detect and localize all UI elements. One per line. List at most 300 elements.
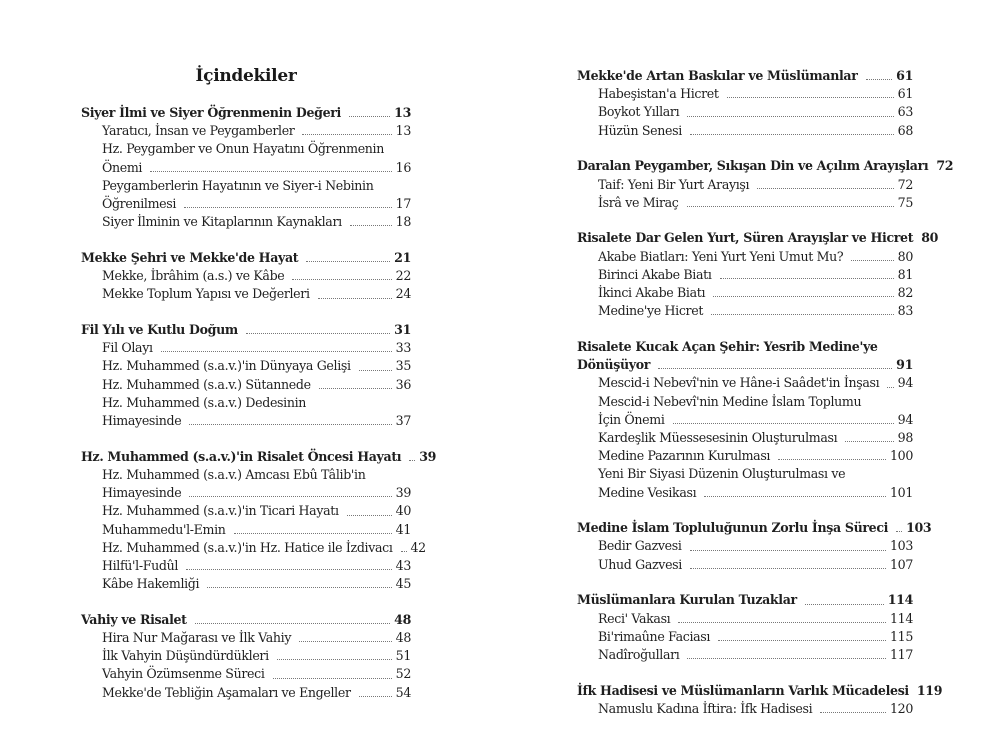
entry-line: [598, 302, 913, 320]
dot-leader: [319, 388, 392, 389]
entry-line: [577, 356, 913, 374]
subentry-title: Akabe Biatları: Yeni Yurt Yeni Umut Mu?: [598, 248, 844, 264]
toc-subentry[interactable]: [577, 646, 913, 664]
entry-text-block: [102, 539, 426, 557]
entry-text-block: [577, 157, 953, 175]
entry-text-block: [577, 229, 938, 247]
toc-subentry[interactable]: [577, 465, 913, 501]
page-number: 61: [896, 68, 913, 83]
dot-leader: [805, 604, 884, 605]
page-number: 81: [897, 266, 913, 282]
page-number: 16: [395, 159, 411, 175]
page-number: 39: [395, 485, 411, 501]
subentry-title: Uhud Gazvesi: [598, 556, 682, 572]
page-number: 80: [897, 248, 913, 264]
entry-text-block: [102, 521, 411, 539]
subentry-title: Mekke Toplum Yapısı ve Değerleri: [102, 286, 310, 302]
toc-chapter-entry[interactable]: [577, 157, 954, 175]
toc-subentry[interactable]: [577, 610, 913, 628]
dot-leader: [207, 587, 391, 588]
dot-leader: [150, 171, 392, 172]
entry-line: [577, 67, 913, 85]
entry-line: [598, 248, 913, 266]
page-number: 83: [897, 303, 913, 319]
entry-text-block: [577, 338, 913, 374]
subentry-title: Yeni Bir Siyasi Düzenin Oluşturulması ve: [598, 466, 846, 482]
page-number: 68: [897, 122, 913, 138]
entry-text-block: [102, 575, 411, 593]
chapter-title: Müslümanlara Kurulan Tuzaklar: [577, 592, 797, 608]
entry-line: [102, 339, 411, 357]
subentry-title: Nadîroğulları: [598, 646, 680, 662]
toc-section-list: [81, 104, 437, 719]
dot-leader: [896, 531, 902, 532]
entry-text-block: [598, 302, 913, 320]
entry-text-block: [598, 429, 913, 447]
toc-subentry[interactable]: [81, 647, 411, 665]
entry-line: [598, 465, 913, 483]
subentry-title: Habeşistan'a Hicret: [598, 86, 719, 102]
page-number: 72: [897, 176, 913, 192]
page-number: 41: [395, 521, 411, 537]
entry-line: [598, 411, 913, 429]
toc-subentry[interactable]: [81, 140, 411, 176]
dot-leader: [713, 296, 894, 297]
page-number: 91: [896, 357, 913, 373]
entry-line: [102, 213, 411, 231]
toc-subentry[interactable]: [577, 194, 913, 212]
dot-leader: [720, 278, 894, 279]
entry-text-block: [598, 537, 913, 555]
subentry-title: Reci' Vakası: [598, 610, 671, 626]
page-number: 98: [897, 429, 913, 445]
subentry-title: Hüzün Senesi: [598, 122, 682, 138]
page-number: 54: [395, 684, 411, 700]
toc-subentry[interactable]: [577, 103, 913, 121]
toc-subentry[interactable]: [577, 266, 913, 284]
subentry-title: Fil Olayı: [102, 340, 153, 356]
entry-line: [102, 394, 411, 412]
toc-subentry[interactable]: [577, 447, 913, 465]
toc-chapter-entry[interactable]: [577, 591, 913, 609]
page-number: 107: [890, 556, 913, 572]
entry-text-block: [598, 85, 913, 103]
dot-leader: [820, 712, 886, 713]
chapter-title: Vahiy ve Risalet: [81, 611, 187, 627]
subentry-title: Öğrenilmesi: [102, 196, 177, 212]
subentry-title: Peygamberlerin Hayatının ve Siyer-i Nebinin: [102, 177, 374, 193]
subentry-title: Hz. Muhammed (s.a.v.)'in Dünyaya Gelişi: [102, 358, 351, 374]
subentry-title: Mekke, İbrâhim (a.s.) ve Kâbe: [102, 268, 285, 284]
page-number: 13: [394, 105, 411, 120]
entry-line: [102, 557, 411, 575]
dot-leader: [350, 225, 392, 226]
page-number: 43: [395, 557, 411, 573]
toc-chapter-entry[interactable]: [577, 519, 932, 537]
toc-section: [577, 519, 932, 574]
toc-subentry[interactable]: [577, 628, 913, 646]
dot-leader: [778, 459, 886, 460]
chapter-title: Mekke Şehri ve Mekke'de Hayat: [81, 249, 299, 265]
entry-line: [81, 611, 411, 629]
entry-line: [598, 700, 913, 718]
chapter-title: Dönüşüyor: [577, 357, 651, 373]
entry-line: [598, 176, 913, 194]
dot-leader: [195, 623, 391, 624]
toc-subentry[interactable]: [81, 521, 411, 539]
page-number: 31: [394, 322, 411, 338]
entry-text-block: [102, 177, 411, 213]
entry-text-block: [577, 67, 913, 85]
toc-subentry[interactable]: [577, 556, 913, 574]
toc-section: [81, 249, 411, 304]
entry-line: [102, 412, 411, 430]
toc-section: [81, 104, 411, 231]
subentry-title: Mescid-i Nebevî'nin ve Hâne-i Saâdet'in İnşası: [598, 375, 880, 391]
toc-subentry[interactable]: [81, 285, 411, 303]
toc-subentry[interactable]: [577, 284, 913, 302]
page-number: 45: [395, 576, 411, 592]
entry-text-block: [81, 249, 411, 267]
toc-chapter-entry[interactable]: [577, 229, 939, 247]
entry-line: [102, 539, 426, 557]
dot-leader: [234, 533, 392, 534]
page-number: 101: [890, 484, 913, 500]
toc-section: [81, 448, 437, 594]
entry-line: [102, 647, 411, 665]
entry-text-block: [81, 448, 436, 466]
entry-text-block: [577, 591, 913, 609]
entry-text-block: [102, 647, 411, 665]
toc-subentry[interactable]: [81, 502, 411, 520]
entry-text-block: [598, 465, 913, 501]
dot-leader: [184, 207, 392, 208]
entry-line: [598, 103, 913, 121]
entry-line: [81, 249, 411, 267]
toc-subentry[interactable]: [81, 684, 411, 702]
entry-text-block: [102, 557, 411, 575]
chapter-title: Siyer İlmi ve Siyer Öğrenmenin Değeri: [81, 105, 341, 120]
toc-chapter-entry[interactable]: [81, 249, 411, 267]
entry-line: [102, 195, 411, 213]
entry-line: [102, 684, 411, 702]
entry-line: [102, 629, 411, 647]
dot-leader: [687, 116, 893, 117]
toc-section: [577, 67, 913, 140]
page-number: 94: [897, 375, 913, 391]
toc-chapter-entry[interactable]: [81, 611, 411, 629]
page-number: 100: [890, 448, 913, 464]
entry-line: [81, 104, 411, 122]
dot-leader: [306, 261, 390, 262]
dot-leader: [409, 460, 415, 461]
entry-line: [81, 321, 411, 339]
entry-line: [577, 157, 953, 175]
entry-text-block: [577, 682, 942, 700]
toc-chapter-entry[interactable]: [577, 682, 943, 700]
chapter-title: Fil Yılı ve Kutlu Doğum: [81, 322, 238, 338]
entry-line: [102, 159, 411, 177]
dot-leader: [299, 641, 392, 642]
page-number: 48: [395, 630, 411, 646]
entry-line: [102, 122, 411, 140]
page-number: 82: [897, 285, 913, 301]
entry-text-block: [102, 629, 411, 647]
subentry-title: İçin Önemi: [598, 411, 665, 427]
toc-subentry[interactable]: [577, 85, 913, 103]
toc-subentry[interactable]: [81, 339, 411, 357]
subentry-title: Hira Nur Mağarası ve İlk Vahiy: [102, 630, 292, 646]
entry-text-block: [598, 700, 913, 718]
page-number: 33: [395, 340, 411, 356]
entry-line: [102, 177, 411, 195]
dot-leader: [401, 551, 407, 552]
toc-subentry[interactable]: [81, 177, 411, 213]
toc-section: [81, 611, 411, 702]
entry-line: [102, 575, 411, 593]
entry-line: [577, 338, 913, 356]
toc-chapter-entry[interactable]: [577, 67, 913, 85]
page-number: 13: [395, 123, 411, 139]
entry-text-block: [598, 447, 913, 465]
entry-text-block: [102, 502, 411, 520]
entry-line: [102, 376, 411, 394]
dot-leader: [690, 134, 894, 135]
toc-chapter-entry[interactable]: [81, 321, 411, 339]
entry-line: [102, 521, 411, 539]
subentry-title: Hz. Muhammed (s.a.v.) Amcası Ebû Tâlib'in: [102, 466, 366, 482]
toc-subentry[interactable]: [577, 122, 913, 140]
page-number: 80: [921, 230, 939, 246]
subentry-title: Hz. Muhammed (s.a.v.)'in Ticari Hayatı: [102, 503, 339, 519]
page-number: 37: [395, 413, 411, 429]
entry-line: [102, 357, 411, 375]
subentry-title: Hilfü'l-Fudûl: [102, 557, 179, 573]
entry-line: [577, 682, 942, 700]
dot-leader: [658, 368, 892, 369]
toc-subentry[interactable]: [81, 539, 426, 557]
page-number: 39: [419, 448, 437, 464]
toc-section: [577, 229, 939, 320]
dot-leader: [186, 569, 392, 570]
toc-chapter-entry[interactable]: [81, 448, 437, 466]
page-number: 40: [395, 503, 411, 519]
toc-subentry[interactable]: [81, 357, 411, 375]
page-number: 24: [395, 286, 411, 302]
page-number: 22: [395, 268, 411, 284]
subentry-title: Mescid-i Nebevî'nin Medine İslam Toplumu: [598, 393, 862, 409]
dot-leader: [851, 260, 893, 261]
chapter-title: Hz. Muhammed (s.a.v.)'in Risalet Öncesi Hayatı: [81, 448, 402, 464]
entry-text-block: [598, 122, 913, 140]
chapter-title: İfk Hadisesi ve Müslümanların Varlık Mücadelesi: [577, 682, 909, 698]
chapter-title: Risalete Kucak Açan Şehir: Yesrib Medine'ye: [577, 338, 878, 354]
toc-subentry[interactable]: [577, 429, 913, 447]
entry-line: [598, 646, 913, 664]
subentry-title: İsrâ ve Miraç: [598, 194, 679, 210]
toc-section: [577, 157, 954, 212]
dot-leader: [302, 134, 391, 135]
toc-section: [577, 338, 913, 502]
dot-leader: [273, 678, 392, 679]
page-number: 120: [890, 700, 913, 716]
dot-leader: [727, 97, 894, 98]
page-number: 114: [890, 610, 913, 626]
page-number: 51: [395, 648, 411, 664]
page-number: 52: [395, 666, 411, 682]
subentry-title: Kardeşlik Müessesesinin Oluşturulması: [598, 429, 838, 445]
entry-text-block: [102, 684, 411, 702]
dot-leader: [866, 79, 893, 80]
entry-line: [598, 556, 913, 574]
toc-chapter-entry[interactable]: [577, 338, 913, 374]
page-number: 72: [936, 158, 954, 174]
toc-subentry[interactable]: [577, 393, 913, 429]
subentry-title: Namuslu Kadına İftira: İfk Hadisesi: [598, 700, 813, 716]
page-number: 103: [890, 538, 913, 554]
entry-line: [577, 229, 938, 247]
entry-text-block: [81, 611, 411, 629]
dot-leader: [678, 622, 886, 623]
subentry-title: İlk Vahyin Düşündürdükleri: [102, 648, 269, 664]
entry-text-block: [598, 393, 913, 429]
subentry-title: Medine Pazarının Kurulması: [598, 448, 771, 464]
entry-text-block: [598, 610, 913, 628]
page-number: 94: [897, 411, 913, 427]
toc-subentry[interactable]: [577, 248, 913, 266]
subentry-title: Himayesinde: [102, 485, 182, 501]
entry-line: [598, 447, 913, 465]
subentry-title: Hz. Peygamber ve Onun Hayatını Öğrenmenin: [102, 141, 384, 157]
page-number: 117: [890, 646, 913, 662]
page-number: 115: [890, 628, 913, 644]
entry-line: [598, 284, 913, 302]
toc-subentry[interactable]: [81, 376, 411, 394]
page-number: 114: [887, 592, 913, 608]
toc-section: [577, 591, 913, 664]
dot-leader: [359, 370, 392, 371]
entry-text-block: [598, 194, 913, 212]
dot-leader: [277, 659, 392, 660]
toc-subentry[interactable]: [81, 267, 411, 285]
entry-text-block: [598, 284, 913, 302]
subentry-title: Himayesinde: [102, 413, 182, 429]
entry-text-block: [102, 665, 411, 683]
entry-line: [102, 484, 411, 502]
subentry-title: Boykot Yılları: [598, 104, 680, 120]
dot-leader: [347, 515, 392, 516]
page-number: 36: [395, 376, 411, 392]
toc-section: [577, 682, 943, 718]
subentry-title: Medine Vesikası: [598, 484, 697, 500]
dot-leader: [349, 116, 390, 117]
dot-leader: [704, 496, 886, 497]
entry-text-block: [598, 646, 913, 664]
entry-line: [598, 122, 913, 140]
subentry-title: Kâbe Hakemliği: [102, 576, 200, 592]
dot-leader: [359, 696, 392, 697]
toc-subentry[interactable]: [81, 629, 411, 647]
dot-leader: [845, 441, 893, 442]
dot-leader: [757, 188, 893, 189]
entry-line: [598, 374, 913, 392]
entry-line: [598, 393, 913, 411]
entry-text-block: [102, 140, 411, 176]
toc-subentry[interactable]: [81, 557, 411, 575]
toc-subentry[interactable]: [81, 665, 411, 683]
dot-leader: [161, 351, 392, 352]
page-number: 21: [394, 249, 411, 265]
entry-text-block: [102, 122, 411, 140]
subentry-title: İkinci Akabe Biatı: [598, 285, 706, 301]
entry-line: [102, 267, 411, 285]
entry-text-block: [102, 267, 411, 285]
toc-section: [81, 321, 411, 430]
toc-subentry[interactable]: [81, 394, 411, 430]
toc-subentry[interactable]: [81, 575, 411, 593]
toc-subentry[interactable]: [577, 374, 913, 392]
subentry-title: Vahyin Özümsenme Süreci: [102, 666, 265, 682]
subentry-title: Hz. Muhammed (s.a.v.) Sütannede: [102, 376, 311, 392]
subentry-title: Önemi: [102, 159, 143, 175]
entry-line: [598, 610, 913, 628]
dot-leader: [246, 333, 390, 334]
entry-line: [102, 466, 411, 484]
page-number: 61: [897, 86, 913, 102]
toc-subentry[interactable]: [577, 176, 913, 194]
entry-line: [598, 429, 913, 447]
dot-leader: [690, 568, 886, 569]
chapter-title: Medine İslam Topluluğunun Zorlu İnşa Süreci: [577, 520, 889, 536]
entry-text-block: [598, 176, 913, 194]
entry-line: [102, 502, 411, 520]
toc-subentry[interactable]: [81, 466, 411, 502]
entry-text-block: [102, 339, 411, 357]
entry-line: [577, 591, 913, 609]
page-number: 17: [395, 196, 411, 212]
entry-line: [102, 140, 411, 158]
toc-subentry[interactable]: [577, 537, 913, 555]
toc-subentry[interactable]: [577, 302, 913, 320]
toc-subentry[interactable]: [81, 213, 411, 231]
entry-text-block: [102, 466, 411, 502]
subentry-title: Bedir Gazvesi: [598, 538, 682, 554]
entry-text-block: [81, 321, 411, 339]
chapter-title: Risalete Dar Gelen Yurt, Süren Arayışlar ve Hicret: [577, 230, 914, 246]
entry-line: [598, 484, 913, 502]
subentry-title: Yaratıcı, İnsan ve Peygamberler: [102, 123, 295, 139]
entry-line: [102, 665, 411, 683]
dot-leader: [189, 424, 391, 425]
toc-subentry[interactable]: [81, 122, 411, 140]
subentry-title: Bi'rimaûne Faciası: [598, 628, 711, 644]
entry-text-block: [102, 285, 411, 303]
page-number: 119: [916, 682, 943, 698]
entry-text-block: [598, 628, 913, 646]
dot-leader: [687, 658, 886, 659]
toc-section-list: [577, 67, 954, 736]
chapter-title: Mekke'de Artan Baskılar ve Müslümanlar: [577, 68, 858, 83]
toc-subentry[interactable]: [577, 700, 913, 718]
subentry-title: Birinci Akabe Biatı: [598, 266, 712, 282]
toc-chapter-entry[interactable]: [81, 104, 411, 122]
entry-text-block: [598, 248, 913, 266]
entry-text-block: [577, 519, 931, 537]
subentry-title: Mekke'de Tebliğin Aşamaları ve Engeller: [102, 684, 351, 700]
entry-text-block: [102, 376, 411, 394]
dot-leader: [189, 496, 391, 497]
entry-line: [598, 194, 913, 212]
